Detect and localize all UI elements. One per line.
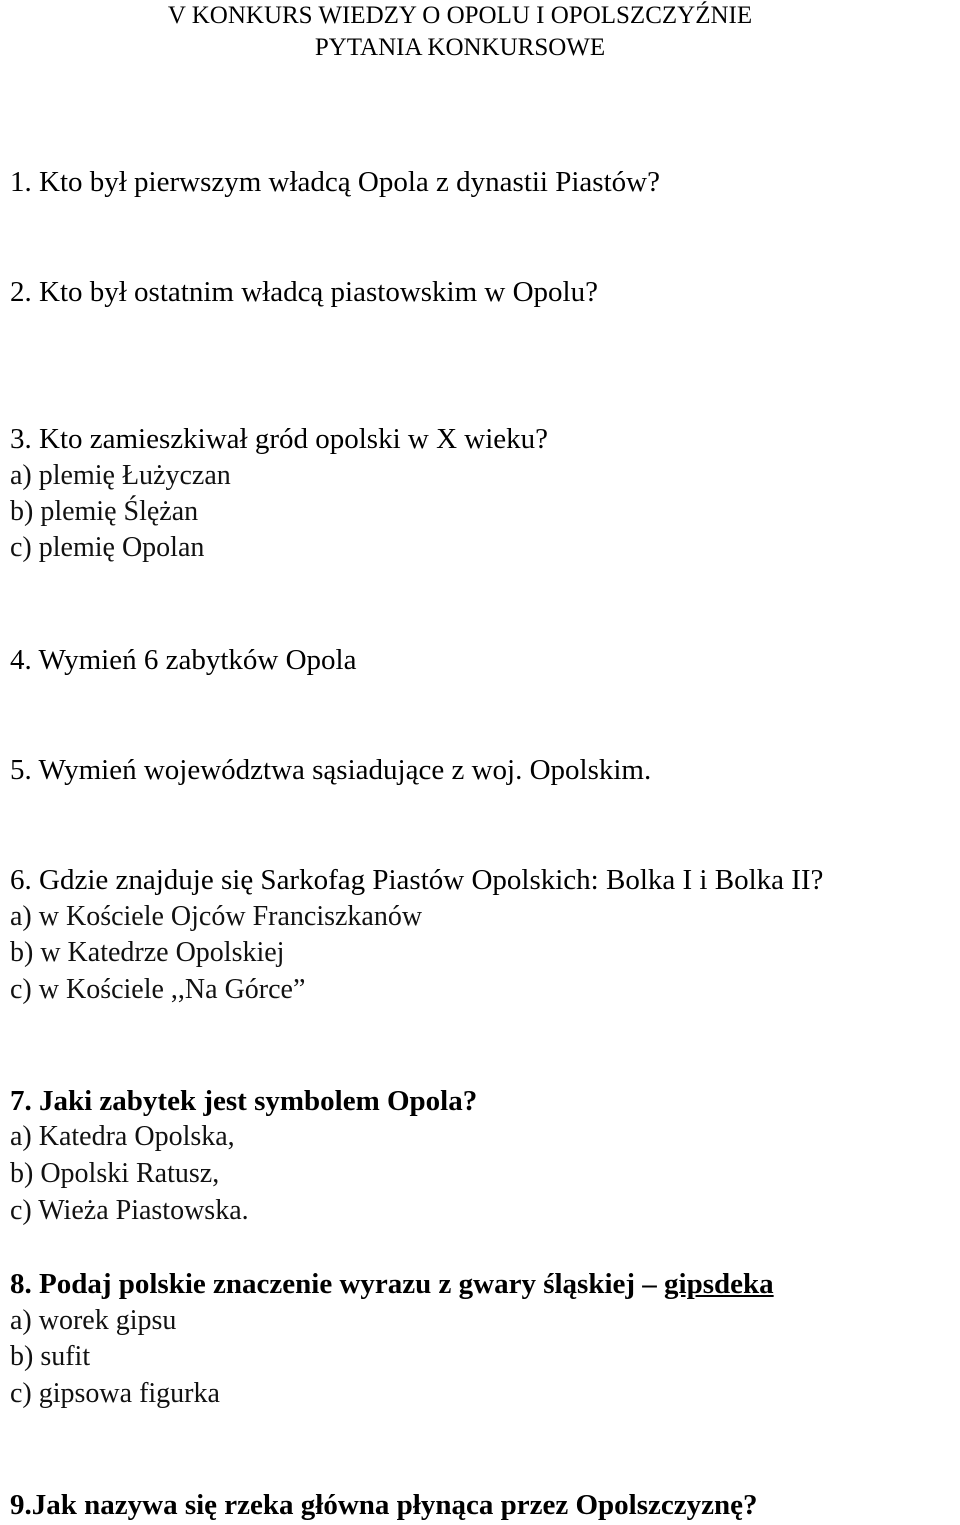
document-subtitle: PYTANIA KONKURSOWE (314, 34, 606, 61)
question-7-option-a: a) Katedra Opolska, (10, 1121, 235, 1152)
question-7-option-c: c) Wieża Piastowska. (10, 1195, 249, 1226)
question-3-option-c: c) plemię Opolan (10, 532, 205, 563)
question-6-option-b: b) w Katedrze Opolskiej (10, 937, 285, 968)
question-8 (10, 1266, 774, 1302)
question-1: 1. Kto był pierwszym władcą Opola z dynastii Piastów? (10, 166, 660, 198)
question-2: 2. Kto był ostatnim władcą piastowskim w Opolu? (10, 276, 598, 308)
question-7: 7. Jaki zabytek jest symbolem Opola? (10, 1085, 478, 1117)
question-3-option-b: b) plemię Ślężan (10, 496, 199, 527)
question-3: 3. Kto zamieszkiwał gród opolski w X wieku? (10, 423, 549, 455)
question-8-text: 8. Podaj polskie znaczenie wyrazu z gwary śląskiej – (10, 1268, 665, 1300)
question-6: 6. Gdzie znajduje się Sarkofag Piastów Opolskich: Bolka I i Bolka II? (10, 864, 824, 896)
question-5: 5. Wymień województwa sąsiadujące z woj. Opolskim. (10, 754, 652, 786)
question-3-option-a: a) plemię Łużyczan (10, 460, 231, 491)
question-6-option-a: a) w Kościele Ojców Franciszkanów (10, 901, 423, 932)
question-8-option-b: b) sufit (10, 1341, 91, 1372)
document-title: V KONKURS WIEDZY O OPOLU I OPOLSZCZYŹNIE (167, 2, 753, 29)
question-9: 9.Jak nazywa się rzeka główna płynąca przez Opolszczyznę? (10, 1489, 758, 1521)
question-8-term: gipsdeka (664, 1268, 774, 1300)
question-7-option-b: b) Opolski Ratusz, (10, 1158, 220, 1189)
question-8-option-c: c) gipsowa figurka (10, 1378, 220, 1409)
question-8-option-a: a) worek gipsu (10, 1305, 177, 1336)
question-6-option-c: c) w Kościele ,,Na Górce” (10, 974, 306, 1005)
question-4: 4. Wymień 6 zabytków Opola (10, 644, 357, 676)
